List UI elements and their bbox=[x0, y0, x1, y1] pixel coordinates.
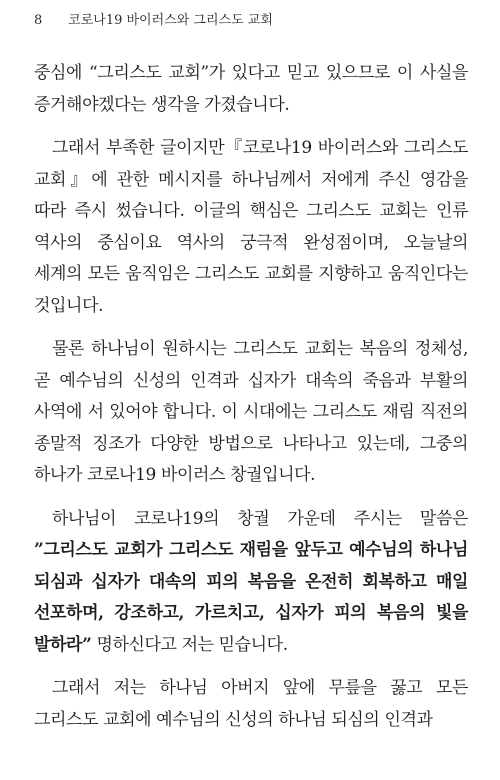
paragraph-2: 그래서 부족한 글이지만『코로나19 바이러스와 그리스도 교회』에 관한 메시지를 하나님께서 저에게 주신 영감을 따라 즉시 썼습니다. 이글의 핵심은 그리스도 교회는 인류 역사의 중심이요 역사의 궁극적 완성점이며, 오늘날의 세계의 모든 움직임은 그리스도 교회를 지향하고 움직인다는 것입니다. bbox=[34, 138, 468, 316]
paragraph-4-outro: 명하신다고 저는 믿습니다. bbox=[91, 634, 288, 655]
body-text bbox=[34, 58, 468, 748]
running-header bbox=[34, 12, 470, 30]
paragraph-5: 그래서 저는 하나님 아버지 앞에 무릎을 꿇고 모든 그리스도 교회에 예수님의 신성의 하나님 되심의 인격과 bbox=[34, 678, 468, 730]
paragraph-4 bbox=[34, 504, 468, 662]
paragraph-4-intro: 하나님이 코로나19의 창궐 가운데 주시는 말씀은 bbox=[52, 508, 468, 529]
paragraph-4-emphasis: ”그리스도 교회가 그리스도 재림을 앞두고 예수님의 하나님 되심과 십자가 대속의 피의 복음을 온전히 회복하고 매일 선포하며, 강조하고, 가르치고, 십자가 피의 복음의 빛을 발하라” bbox=[34, 540, 468, 655]
paragraph-3: 물론 하나님이 원하시는 그리스도 교회는 복음의 정체성, 곧 예수님의 신성의 인격과 십자가 대속의 죽음과 부활의 사역에 서 있어야 합니다. 이 시대에는 그리스도 재림 직전의 종말적 징조가 다양한 방법으로 나타나고 있는데, 그중의 하나가 코로나19 바이러스 창궐입니다. bbox=[34, 339, 468, 485]
page-number: 8 bbox=[34, 13, 43, 28]
running-title: 코로나19 바이러스와 그리스도 교회 bbox=[68, 13, 273, 28]
paragraph-1: 중심에 “그리스도 교회”가 있다고 믿고 있으므로 이 사실을 증거해야겠다는 생각을 가졌습니다. bbox=[34, 63, 468, 115]
